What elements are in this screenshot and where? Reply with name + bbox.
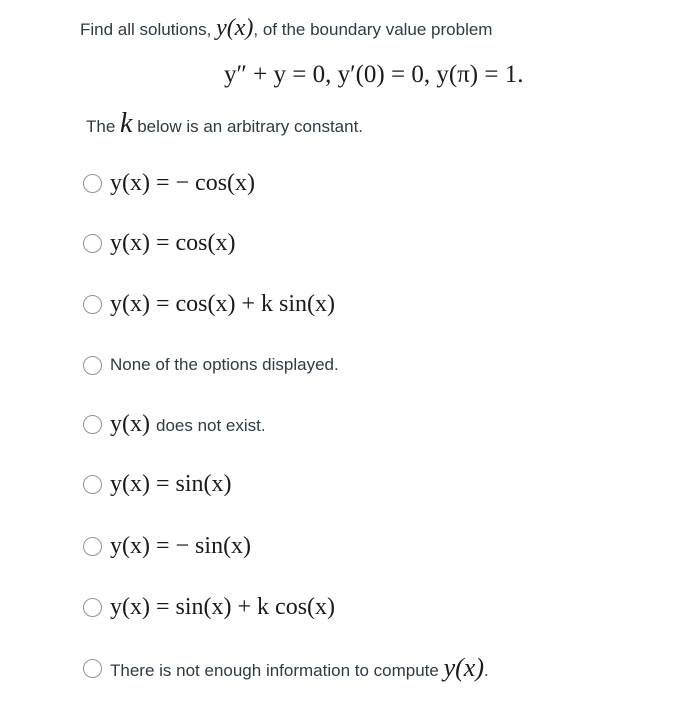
option-content (110, 653, 489, 683)
radio-button[interactable] (83, 537, 102, 556)
option-math: y(x) = − sin(x) (110, 532, 252, 559)
answer-option-6[interactable] (80, 467, 232, 501)
option-suffix: . (484, 661, 489, 680)
option-text: There is not enough information to compute (110, 661, 444, 680)
answer-option-1[interactable] (80, 166, 255, 200)
option-math: y(x) = cos(x) (110, 229, 236, 256)
prompt-math: y(x) (216, 15, 254, 41)
option-math: y(x) = − cos(x) (110, 169, 256, 196)
option-text: None of the options displayed. (110, 355, 339, 374)
note-math: k (120, 108, 133, 139)
radio-button[interactable] (83, 659, 102, 678)
option-math: y(x) (110, 410, 150, 437)
radio-button[interactable] (83, 475, 102, 494)
option-content (110, 411, 266, 438)
boundary-value-equation: y″ + y = 0, y′(0) = 0, y(π) = 1. (224, 61, 524, 88)
answer-option-9[interactable] (80, 651, 489, 685)
radio-button[interactable] (83, 234, 102, 253)
option-math: y(x) = sin(x) + k cos(x) (110, 593, 336, 620)
answer-option-7[interactable] (80, 529, 251, 563)
question-prompt (80, 14, 492, 44)
prompt-prefix: Find all solutions, (80, 20, 217, 39)
answer-option-8[interactable] (80, 590, 335, 624)
prompt-suffix: , of the boundary value problem (253, 20, 493, 39)
option-text: does not exist. (155, 415, 266, 435)
constant-note (86, 110, 363, 141)
note-suffix: below is an arbitrary constant. (132, 117, 364, 136)
radio-button[interactable] (83, 415, 102, 434)
note-prefix: The (86, 117, 121, 136)
radio-button[interactable] (83, 356, 102, 375)
answer-option-2[interactable] (80, 226, 236, 260)
answer-option-4[interactable] (80, 348, 339, 382)
answer-option-3[interactable] (80, 287, 335, 321)
radio-button[interactable] (83, 295, 102, 314)
option-math: y(x) (443, 653, 484, 682)
option-math: y(x) = cos(x) + k sin(x) (110, 290, 336, 317)
radio-button[interactable] (83, 174, 102, 193)
answer-option-5[interactable] (80, 407, 266, 441)
option-math: y(x) = sin(x) (110, 470, 232, 497)
radio-button[interactable] (83, 598, 102, 617)
